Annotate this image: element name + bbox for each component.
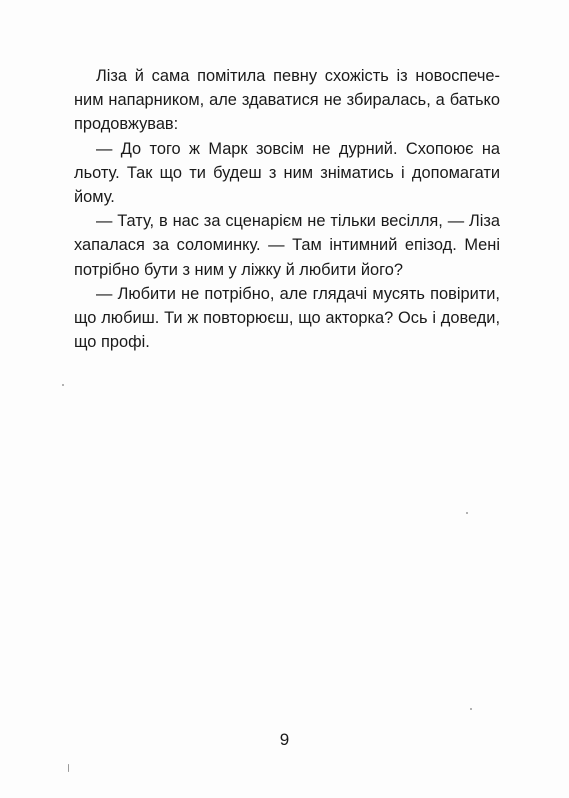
scan-speck bbox=[470, 708, 472, 710]
body-text bbox=[74, 64, 500, 354]
paragraph-3: — Тату, в нас за сценарієм не тільки весілля, — Ліза хапалася за соломинку. — Там інтимний епізод. Мені потрібно бути з ним у ліжку й любити його? bbox=[74, 212, 500, 279]
paragraph-1: Ліза й сама помітила певну схожість із новоспеченим напарником, але здаватися не збиралась, а батько продовжував: bbox=[74, 67, 500, 134]
scan-speck bbox=[466, 512, 468, 514]
paragraph-4: — Любити не потрібно, але глядачі мусять повірити, що любиш. Ти ж повторюєш, що акторка? Ось і доведи, що профі. bbox=[74, 284, 500, 352]
page-number: 9 bbox=[279, 730, 290, 749]
scan-speck bbox=[68, 764, 69, 772]
paragraph-2: — До того ж Марк зовсім не дурний. Схопоює на льоту. Так що ти будеш з ним зніматись і допомагати йому. bbox=[74, 139, 500, 207]
scan-speck bbox=[62, 384, 64, 386]
